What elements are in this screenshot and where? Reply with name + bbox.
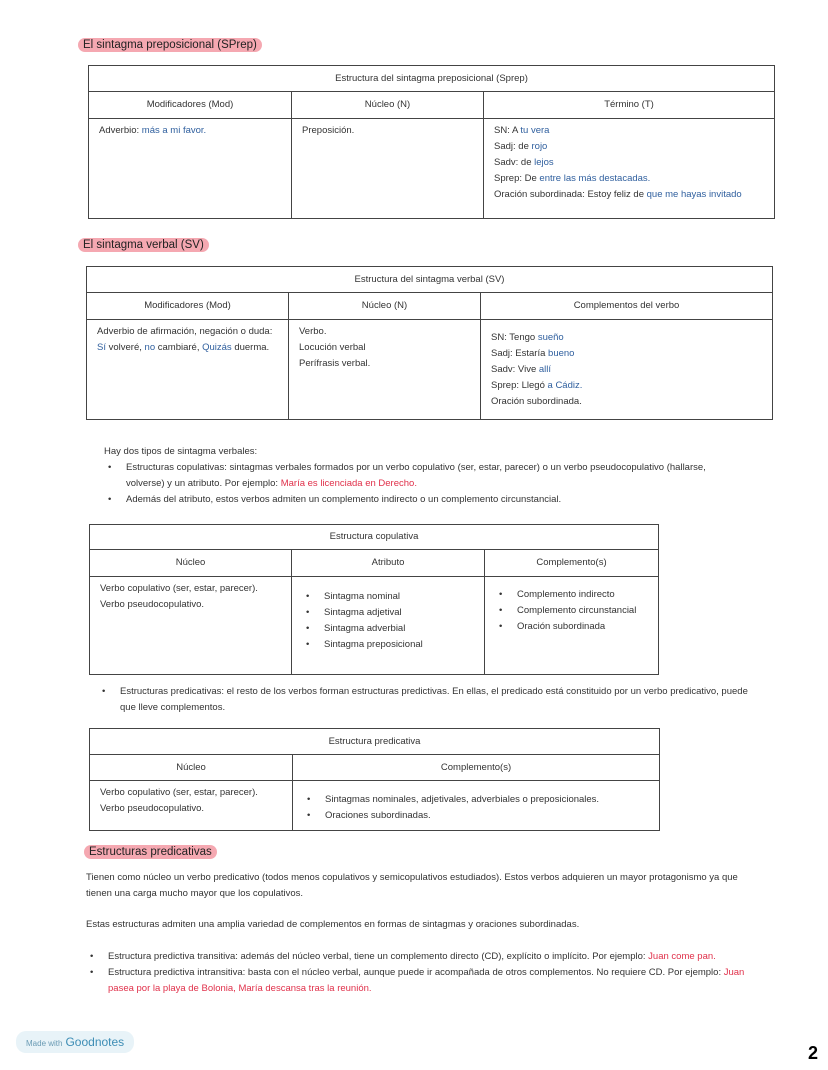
col-header: Complemento(s): [293, 755, 660, 781]
col-header: Núcleo (N): [289, 293, 481, 320]
section-heading-predicativas: Estructuras predicativas: [84, 845, 217, 859]
cell-line: Verbo copulativo (ser, estar, parecer).: [100, 583, 258, 594]
col-header: Modificadores (Mod): [87, 293, 289, 320]
nucleo-cell: [90, 577, 292, 675]
example-text: que me hayas invitado: [646, 189, 742, 200]
example-text: a Cádiz.: [547, 380, 583, 391]
cell-line: [491, 378, 762, 394]
list-item: [86, 965, 746, 997]
section-heading-sprep: El sintagma preposicional (SPrep): [78, 38, 262, 52]
cell-line: [494, 171, 764, 187]
cell-line: Verbo.: [299, 326, 327, 337]
copulativa-table: [89, 524, 659, 675]
paragraph: Tienen como núcleo un verbo predicativo (todos menos copulativos y semicopulativos estudiados). Estos verbos adquieren un mayor protagonismo ya que tienen una carga mucho mayor que los copulativos.: [86, 872, 738, 899]
cell-line: [491, 330, 762, 346]
section-heading-sv: El sintagma verbal (SV): [78, 238, 209, 252]
cell-line: [494, 187, 764, 203]
text-segment: Estructura predictiva intransitiva: basta con el núcleo verbal, aunque puede ir acompañada de otros complementos. No requiere CD. Por ejemplo:: [108, 967, 724, 978]
example-text: allí: [538, 364, 552, 375]
cell-line: Verbo pseudocopulativo.: [100, 803, 205, 814]
list-item: • Complemento circunstancial: [495, 603, 648, 619]
list-item: • Complemento indirecto: [495, 587, 648, 603]
sprep-table: [88, 65, 775, 219]
example-text: tu vera: [520, 125, 550, 136]
page-number: 2: [807, 1043, 818, 1063]
bullets-predicativas: [86, 949, 746, 997]
list-item: • Oraciones subordinadas.: [303, 808, 649, 824]
predicativa-table: [89, 728, 660, 831]
col-header: Complemento(s): [485, 550, 659, 577]
mod-cell: [87, 320, 289, 420]
list-item: [86, 949, 746, 965]
text-segment: Estructura predictiva transitiva: además del núcleo verbal, tiene un complemento directo (CD), explícito o implícito. Por ejemplo:: [108, 951, 649, 962]
text-segment: cambiaré,: [155, 342, 203, 353]
text-segment: Sadj: Estaría: [491, 348, 549, 359]
col-header: Núcleo (N): [292, 92, 484, 119]
text-segment: Sadj: de: [494, 141, 532, 152]
col-header: Término (T): [484, 92, 775, 119]
list-item: • Sintagma adverbial: [302, 621, 474, 637]
example-text: María es licenciada en Derecho.: [280, 478, 417, 489]
cell-line: Locución verbal: [299, 342, 366, 353]
text-segment: duerma.: [231, 342, 270, 353]
atributo-cell: [292, 577, 485, 675]
complementos-cell: [481, 320, 773, 420]
made-with-goodnotes-badge[interactable]: [16, 1031, 134, 1053]
example-text: rojo: [531, 141, 548, 152]
text-segment: Además del atributo, estos verbos admiten un complemento indirecto o un complemento circunstancial.: [126, 494, 562, 505]
text-segment: Sprep: Llegó: [491, 380, 548, 391]
bullet-predicativas: [98, 684, 748, 716]
cell-line: Verbo copulativo (ser, estar, parecer).: [100, 787, 258, 798]
nucleo-cell: [289, 320, 481, 420]
complementos-cell: [485, 577, 659, 675]
cell-line: [491, 362, 762, 378]
table-title: Estructura copulativa: [90, 525, 659, 550]
list-item: • Sintagma preposicional: [302, 637, 474, 653]
example-text: Juan pasea por la playa de Bolonia, María descansa tras la reunión.: [108, 967, 745, 994]
text-segment: Adverbio:: [99, 125, 142, 136]
list-item: • Sintagma nominal: [302, 589, 474, 605]
text-segment: Sadv: Vive: [491, 364, 539, 375]
text-segment: volveré,: [105, 342, 145, 353]
text-segment: Adverbio de afirmación, negación o duda:: [97, 326, 273, 337]
cell-line: [491, 394, 762, 410]
col-header: Atributo: [292, 550, 485, 577]
col-header: Complementos del verbo: [481, 293, 773, 320]
col-header: Núcleo: [90, 550, 292, 577]
example-text: Juan come pan.: [648, 951, 716, 962]
example-text: Sí: [97, 342, 106, 353]
text-segment: Oración subordinada: Estoy feliz de: [494, 189, 647, 200]
col-header: Modificadores (Mod): [89, 92, 292, 119]
termino-cell: [484, 119, 775, 219]
example-text: lejos: [534, 157, 554, 168]
cell-line: Verbo pseudocopulativo.: [100, 599, 205, 610]
example-text: bueno: [548, 348, 575, 359]
goodnotes-logo: Goodnotes: [65, 1035, 125, 1049]
intro-text: Hay dos tipos de sintagma verbales:: [104, 446, 258, 457]
table-title: Estructura del sintagma preposicional (Sprep): [89, 66, 775, 92]
table-title: Estructura predicativa: [90, 729, 660, 755]
text-segment: SN: Tengo: [491, 332, 538, 343]
nucleo-cell: [90, 781, 293, 831]
example-text: sueño: [537, 332, 564, 343]
example-text: entre las más destacadas.: [539, 173, 651, 184]
cell-line: [491, 346, 762, 362]
mod-cell: [89, 119, 292, 219]
list-item: • Estructuras predicativas: el resto de los verbos forman estructuras predictivas. En ellas, el predicado está constituido por un verbo predicativo, puede que lleve complementos.: [98, 684, 748, 716]
text-segment: Sadv: de: [494, 157, 535, 168]
list-item: [104, 492, 734, 508]
cell-line: Perífrasis verbal.: [299, 358, 371, 369]
complementos-cell: [293, 781, 660, 831]
list-item: • Oración subordinada: [495, 619, 648, 635]
sv-table: [86, 266, 773, 420]
bullets-types: [104, 460, 734, 508]
cell-line: [494, 123, 764, 139]
text-segment: Oración subordinada.: [491, 396, 582, 407]
table-title: Estructura del sintagma verbal (SV): [87, 267, 773, 293]
cell-line: [494, 155, 764, 171]
cell-line: [494, 139, 764, 155]
col-header: Núcleo: [90, 755, 293, 781]
paragraph: Estas estructuras admiten una amplia variedad de complementos en formas de sintagmas y oraciones subordinadas.: [86, 919, 580, 930]
list-item: [104, 460, 734, 492]
list-item: • Sintagma adjetival: [302, 605, 474, 621]
list-item: • Sintagmas nominales, adjetivales, adverbiales o preposicionales.: [303, 792, 649, 808]
nucleo-cell: Preposición.: [292, 119, 484, 219]
text-segment: Estructuras copulativas: sintagmas verbales formados por un verbo copulativo (ser, estar, parecer) o un verbo pseudocopulativo (hallarse, volverse) y un atributo. Por ejemplo:: [126, 462, 706, 489]
example-text: Quizás: [202, 342, 232, 353]
example-text: no: [144, 342, 156, 353]
text-segment: Sprep: De: [494, 173, 540, 184]
example-text: más a mi favor.: [141, 125, 207, 136]
badge-label: Made with: [26, 1039, 63, 1048]
text-segment: SN: A: [494, 125, 521, 136]
